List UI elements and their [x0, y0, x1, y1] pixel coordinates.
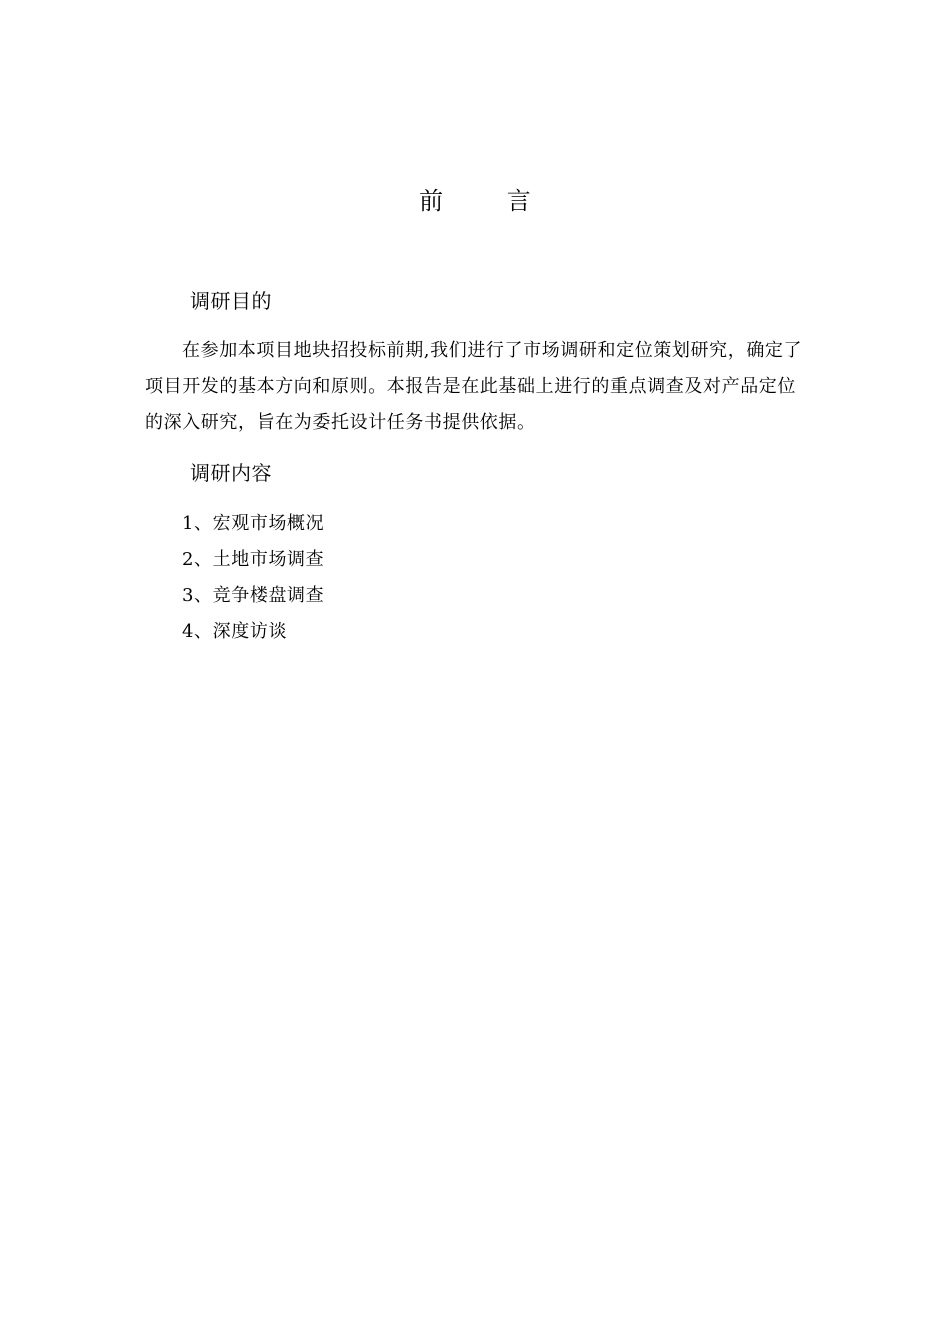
content-list [182, 506, 324, 650]
list-item: 4、深度访谈 [182, 621, 288, 642]
purpose-paragraph: 在参加本项目地块招投标前期,我们进行了市场调研和定位策划研究，确定了项目开发的基本方向和原则。本报告是在此基础上进行的重点调查及对产品定位的深入研究，旨在为委托设计任务书提供依据。 [145, 340, 803, 433]
section-heading-content: 调研内容 [190, 461, 272, 485]
list-item: 2、土地市场调查 [182, 549, 325, 570]
list-item: 3、竞争楼盘调查 [182, 585, 325, 606]
section-heading-purpose: 调研目的 [190, 289, 272, 313]
page-title: 前 言 [419, 187, 559, 215]
list-item: 1、宏观市场概况 [182, 513, 325, 534]
